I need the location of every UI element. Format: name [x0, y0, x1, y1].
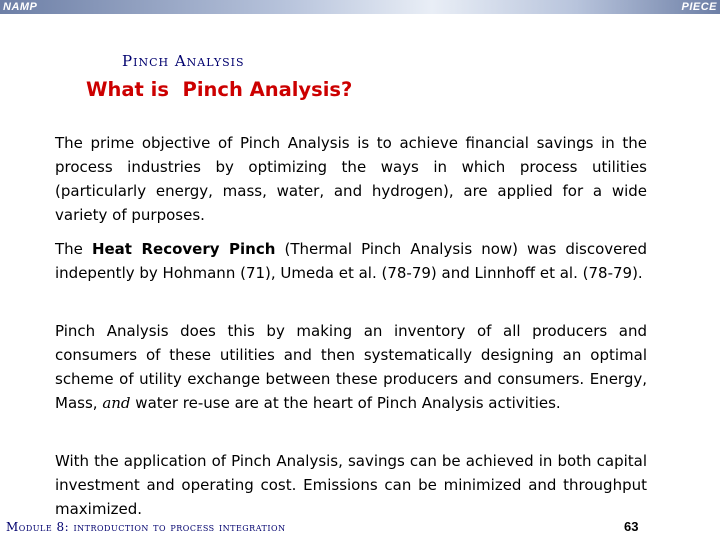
header-bar [0, 0, 720, 14]
footer-module-label [6, 520, 286, 534]
paragraph-objective: The prime objective of Pinch Analysis is to achieve financial savings in the process industries by optimizing the ways in which process utilities (particularly energy, mass, water, and hydrogen), are applied for a wide variety of purposes. [55, 134, 647, 224]
footer-module-text: Module 8: introduction to process integration [6, 520, 286, 534]
header-left-label: NAMP [3, 1, 38, 13]
page-number: 63 [624, 519, 639, 534]
paragraph-heat-recovery-start: The [55, 240, 92, 258]
paragraph-heat-recovery [55, 237, 647, 285]
paragraph-inventory-start: Pinch Analysis does this by making an inventory of all producers and consumers of these utilities and then systematically designing an optimal scheme of utility exchange between these producers and consumers. Energy, Mass, [55, 322, 647, 412]
header-right-label: PIECE [681, 1, 717, 13]
paragraph-inventory [55, 319, 647, 415]
paragraph-savings: With the application of Pinch Analysis, savings can be achieved in both capital investment and operating cost. Emissions can be minimized and throughput maximized. [55, 452, 647, 518]
paragraph-heat-recovery-end: (Thermal Pinch Analysis now) was discovered indepently by Hohmann (71), Umeda et al. (78-79) and Linnhoff et al. (78-79). [55, 240, 647, 282]
and-emphasis: and [102, 394, 131, 412]
heat-recovery-pinch-term: Heat Recovery Pinch [91, 240, 276, 258]
section-title: Pinch Analysis [122, 52, 245, 70]
paragraph-inventory-end: water re-use are at the heart of Pinch Analysis activities. [130, 394, 561, 412]
slide-title: What is Pinch Analysis? [86, 78, 353, 101]
